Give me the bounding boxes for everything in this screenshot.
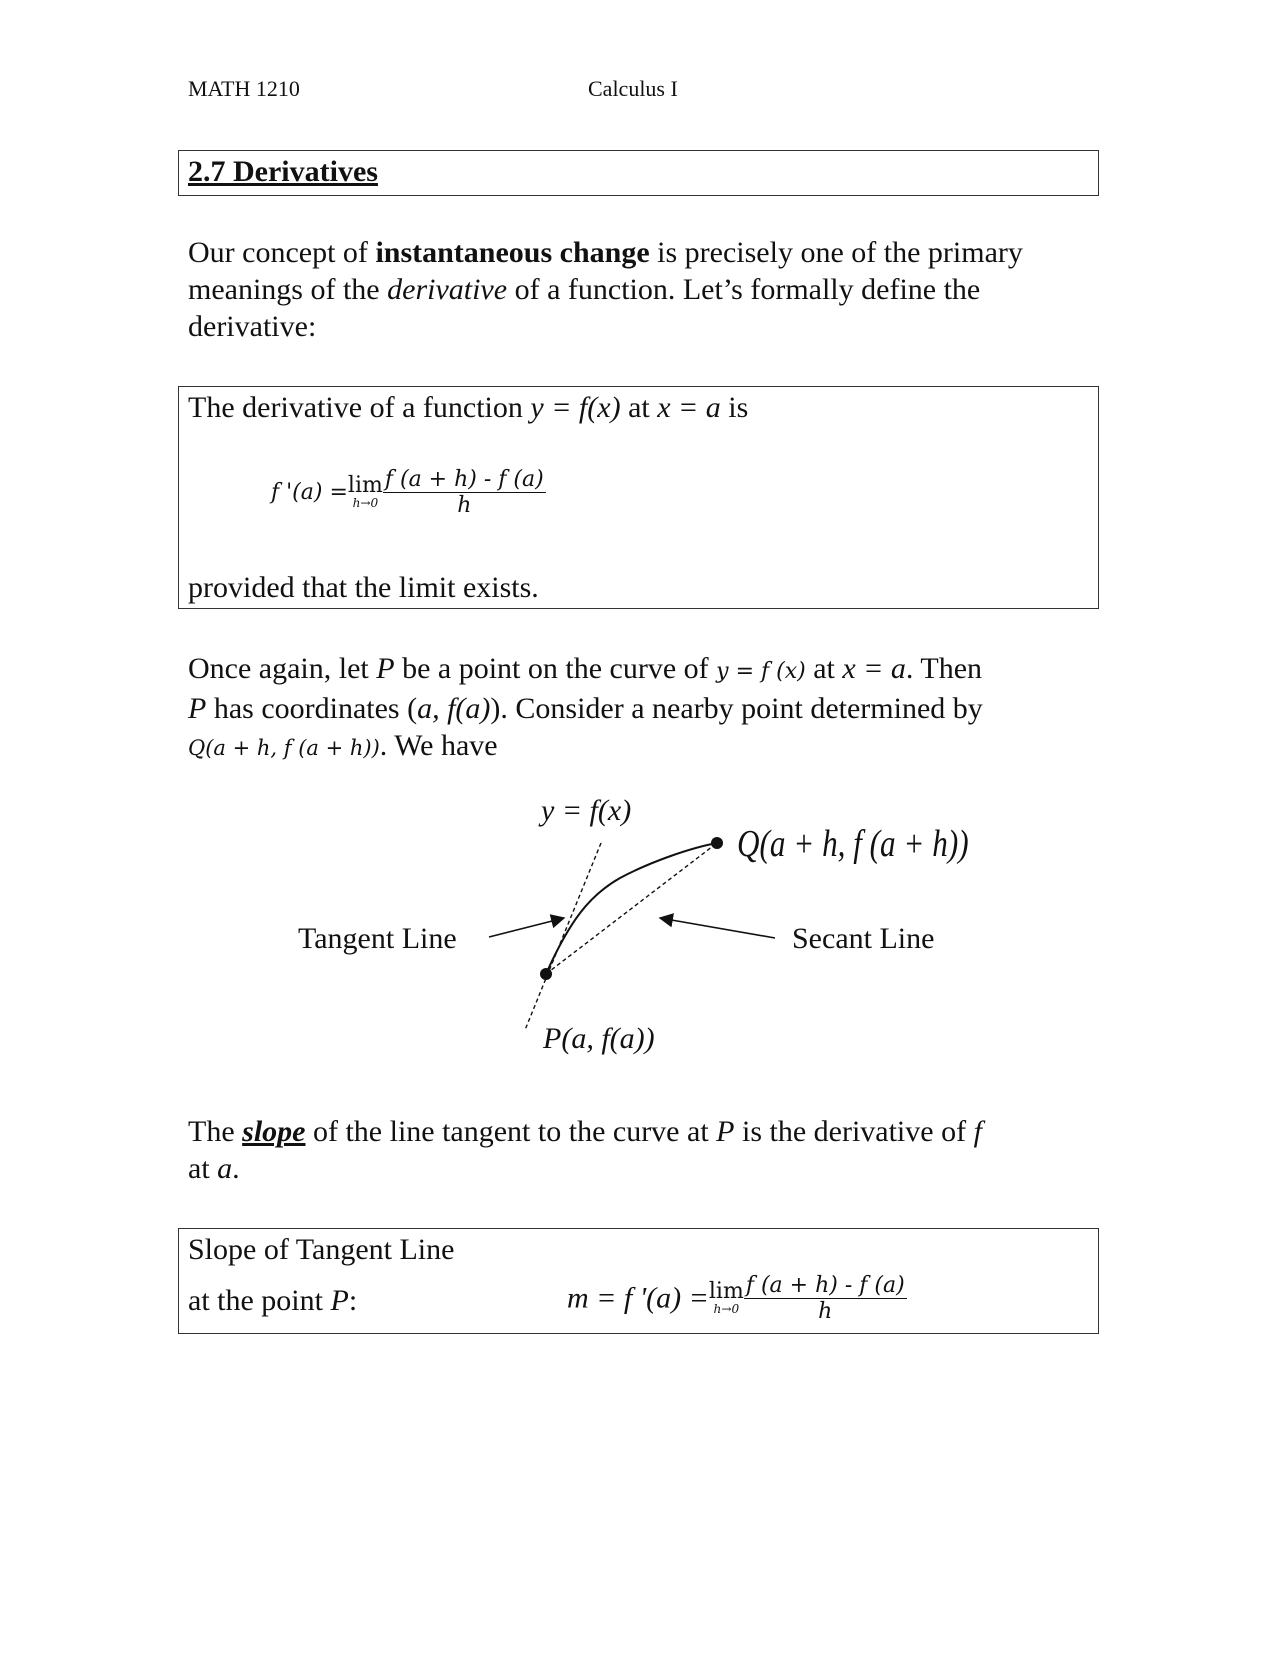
secant-arrow (660, 918, 775, 938)
term-instantaneous-change: instantaneous change (375, 236, 650, 269)
difference-quotient: $\frac{f (a + h) - f (a)}{h}$ (384, 467, 544, 518)
q-point-label: Q(a + h, f (a + h)) (737, 823, 969, 865)
slope-formula: m = f '(a) =lim h→0 $\frac{f (a + h) - f (a)}{h}$ (567, 1273, 905, 1324)
tangent-line-label: Tangent Line (298, 922, 457, 955)
slope-paragraph: The slope of the line tangent to the curve at P is the derivative of f at a. (188, 1115, 982, 1185)
secant-line (546, 843, 717, 974)
definition-box (178, 386, 1099, 609)
slope-box (178, 1228, 1099, 1334)
point-p (540, 968, 552, 980)
term-derivative: derivative (387, 273, 508, 306)
point-q (711, 837, 723, 849)
course-code: MATH 1210 (188, 76, 300, 101)
point-paragraph: Once again, let P be a point on the curve of y = f (x) at x = a. Then P has coordinates (a, f(a)). Consider a nearby point determined by Q(a + h, f (a + h)). We have (188, 652, 983, 762)
definition-closing: provided that the limit exists. (188, 571, 539, 604)
definition-line: The derivative of a function y = f(x) at x = a is (188, 391, 749, 424)
derivative-formula: f '(a) =lim h→0 $\frac{f (a + h) - f (a)}{h}$ (271, 467, 544, 518)
limit-operator: lim h→0 (347, 473, 383, 511)
p-point-label: P(a, f(a)) (543, 1022, 655, 1055)
slope-box-line1: Slope of Tangent Line (188, 1233, 455, 1266)
section-title: 2.7 Derivatives (188, 155, 378, 188)
course-subject: Calculus I (588, 76, 678, 101)
slope-box-line2: at the point P: (188, 1284, 358, 1317)
tangent-line (525, 843, 601, 1030)
curve-label: y = f(x) (541, 794, 632, 827)
term-slope: slope (242, 1115, 306, 1148)
slope-difference-quotient: $\frac{f (a + h) - f (a)}{h}$ (745, 1273, 905, 1324)
slope-limit-operator: lim h→0 (708, 1279, 744, 1317)
tangent-arrow (489, 918, 564, 937)
secant-line-label: Secant Line (792, 922, 935, 955)
section-title-box (178, 150, 1099, 196)
intro-paragraph: Our concept of instantaneous change is precisely one of the primary meanings of the derivative of a function. Let’s formally define the derivative: (188, 236, 1023, 343)
